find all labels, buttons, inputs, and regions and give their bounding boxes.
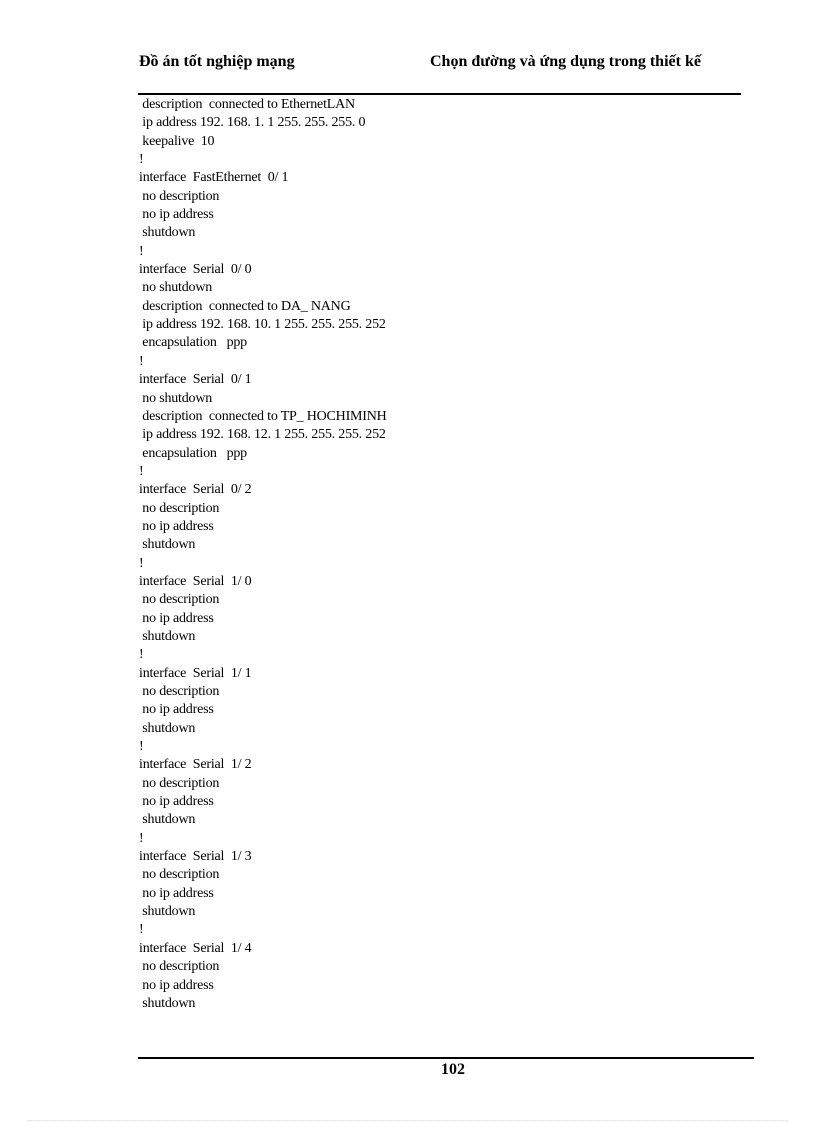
config-line: interface Serial 1/ 4 [139,940,252,956]
config-line: ! [139,555,144,571]
config-line: interface Serial 0/ 2 [139,482,252,498]
config-line: description connected to EthernetLAN [139,97,355,112]
config-line: no ip address [139,518,214,534]
page-number: 102 [441,1061,465,1078]
config-line: shutdown [139,720,196,736]
config-line: encapsulation ppp [139,335,247,351]
header-right-title: Chọn đường và ứng dụng trong thiết kế [430,53,701,70]
config-line: interface Serial 0/ 1 [139,372,252,388]
config-line: no description [139,775,220,791]
header-divider [138,93,741,95]
config-line: no ip address [139,207,214,223]
config-line: ! [139,243,144,259]
config-line: no ip address [139,977,214,993]
config-line: shutdown [139,225,196,241]
config-line: description connected to TP_ HOCHIMINH [139,408,387,424]
config-line: no ip address [139,610,214,626]
config-line: interface FastEthernet 0/ 1 [139,170,289,186]
config-line: interface Serial 1/ 1 [139,665,252,681]
config-line: ! [139,922,144,938]
config-line: no description [139,867,220,883]
config-line: no description [139,959,220,975]
config-line: description connected to DA_ NANG [139,298,351,314]
config-line: no description [139,188,220,204]
config-line: no ip address [139,794,214,810]
config-line: ! [139,463,144,479]
config-listing [139,96,387,1013]
config-line: no ip address [139,885,214,901]
config-line: shutdown [139,628,196,644]
config-line: ip address 192. 168. 12. 1 255. 255. 255. 252 [139,427,386,443]
config-line: no description [139,500,220,516]
config-line: encapsulation ppp [139,445,247,461]
config-line: ! [139,152,144,168]
config-line: no ip address [139,702,214,718]
config-line: shutdown [139,904,196,920]
config-line: no shutdown [139,390,213,406]
config-line: shutdown [139,537,196,553]
config-line: shutdown [139,812,196,828]
config-line: ip address 192. 168. 10. 1 255. 255. 255. 252 [139,317,386,333]
config-line: ! [139,830,144,846]
footer-divider [138,1057,754,1059]
header-left-title: Đồ án tốt nghiệp mạng [139,53,295,70]
config-line: shutdown [139,995,196,1011]
config-line: keepalive 10 [139,133,215,149]
config-line: ip address 192. 168. 1. 1 255. 255. 255. 0 [139,115,366,131]
config-line: ! [139,647,144,663]
config-line: ! [139,353,144,369]
config-line: ! [139,739,144,755]
page-bottom-border [28,1120,788,1121]
config-line: no description [139,592,220,608]
config-line: interface Serial 0/ 0 [139,262,252,278]
config-line: interface Serial 1/ 3 [139,849,252,865]
config-line: interface Serial 1/ 0 [139,573,252,589]
config-line: interface Serial 1/ 2 [139,757,252,773]
config-line: no shutdown [139,280,213,296]
config-line: no description [139,684,220,699]
